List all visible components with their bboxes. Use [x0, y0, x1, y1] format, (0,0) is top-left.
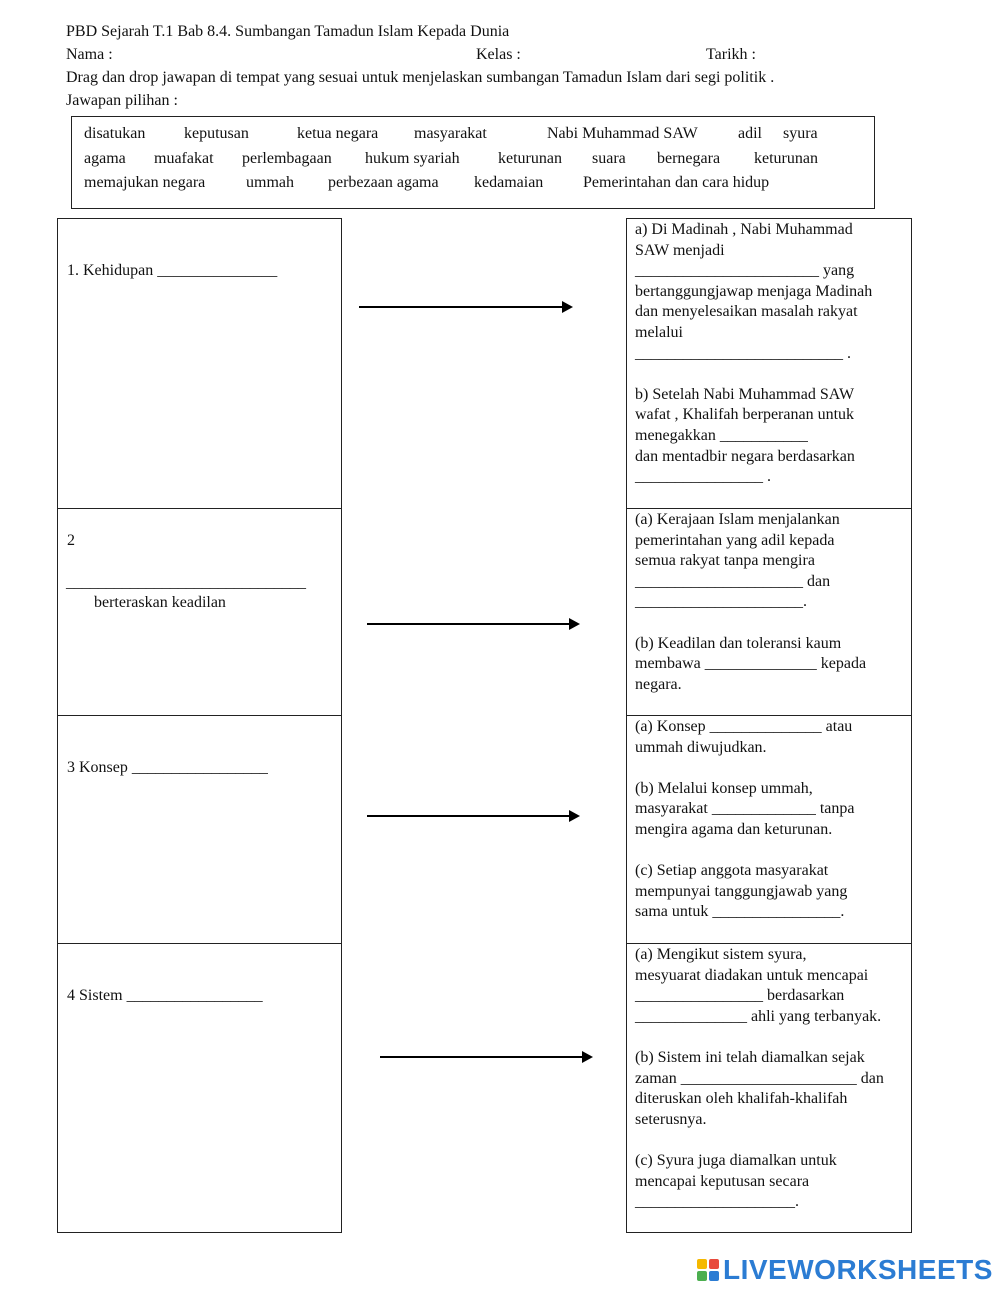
text-line: (b) Keadilan dan toleransi kaum: [635, 634, 842, 652]
text-line-blank[interactable]: (a) Konsep ______________ atau: [635, 718, 853, 735]
text-line-blank[interactable]: masyarakat _____________ tanpa: [635, 800, 855, 818]
text-line: (c) Syura juga diamalkan untuk: [635, 1151, 837, 1169]
item-3-konsep[interactable]: 3 Konsep _________________: [67, 759, 268, 776]
text-line: (c) Setiap anggota masyarakat: [635, 862, 829, 880]
arrow-right-icon: [367, 623, 578, 625]
text-line: (b) Sistem ini telah diamalkan sejak: [635, 1048, 865, 1066]
right-cell-4: [626, 943, 912, 1233]
left-cell-1: [57, 218, 342, 509]
item-2-blank[interactable]: ______________________________: [66, 574, 306, 591]
answer-choices-box: [71, 116, 875, 209]
text-line-blank[interactable]: sama untuk ________________.: [635, 903, 845, 921]
text-line: (a) Kerajaan Islam menjalankan: [635, 511, 840, 528]
choice-keputusan[interactable]: keputusan: [184, 125, 249, 142]
tarikh-label: Tarikh :: [706, 46, 756, 63]
logo-mark-icon: [697, 1259, 719, 1281]
text-line-blank[interactable]: ______________ ahli yang terbanyak.: [635, 1007, 882, 1025]
choice-memajukan-negara[interactable]: memajukan negara: [84, 174, 206, 191]
text-line-blank[interactable]: __________________________ .: [635, 344, 851, 362]
text-line-blank[interactable]: ________________ .: [635, 468, 771, 486]
text-line: melalui: [635, 323, 683, 341]
logo-square: [709, 1259, 719, 1269]
choice-agama[interactable]: agama: [84, 150, 126, 167]
choice-adil[interactable]: adil: [738, 125, 762, 142]
text-line-blank[interactable]: _______________________ yang: [635, 262, 855, 280]
worksheet-title: PBD Sejarah T.1 Bab 8.4. Sumbangan Tamadun Islam Kepada Dunia: [66, 23, 510, 40]
text-line: SAW menjadi: [635, 241, 725, 259]
arrow-right-icon: [380, 1056, 591, 1058]
nama-label: Nama :: [66, 46, 113, 63]
text-line-blank[interactable]: menegakkan ___________: [635, 426, 808, 444]
item-2-text: berteraskan keadilan: [94, 594, 226, 611]
arrow-right-icon: [359, 306, 571, 308]
item-4-sistem[interactable]: 4 Sistem _________________: [67, 987, 263, 1004]
choice-ummah[interactable]: ummah: [246, 174, 294, 191]
text-line: ummah diwujudkan.: [635, 738, 767, 756]
choice-keturunan[interactable]: keturunan: [498, 150, 562, 167]
text-line-blank[interactable]: _____________________ dan: [635, 572, 831, 590]
text-line: diteruskan oleh khalifah-khalifah: [635, 1090, 848, 1108]
kelas-label: Kelas :: [476, 46, 521, 63]
choice-pemerintahan-dan-cara-hidup[interactable]: Pemerintahan dan cara hidup: [583, 174, 770, 191]
text-line: (b) Melalui konsep ummah,: [635, 779, 813, 797]
choices-label: Jawapan pilihan :: [66, 92, 178, 109]
text-line: mesyuarat diadakan untuk mencapai: [635, 966, 869, 984]
text-line: semua rakyat tanpa mengira: [635, 552, 815, 570]
choice-syura[interactable]: syura: [783, 125, 818, 142]
right-cell-3: [626, 715, 912, 944]
text-line: bertanggungjawap menjaga Madinah: [635, 282, 873, 300]
text-line: b) Setelah Nabi Muhammad SAW: [635, 385, 855, 403]
text-line: wafat , Khalifah berperanan untuk: [635, 406, 855, 424]
text-line: mengira agama dan keturunan.: [635, 820, 833, 838]
liveworksheets-logo: [697, 1255, 993, 1285]
logo-square: [709, 1271, 719, 1281]
text-line: pemerintahan yang adil kepada: [635, 531, 835, 549]
item-1-kehidupan[interactable]: 1. Kehidupan _______________: [67, 262, 278, 279]
choice-muafakat[interactable]: muafakat: [154, 150, 214, 167]
text-line-blank[interactable]: ________________ berdasarkan: [635, 987, 845, 1005]
choice-suara[interactable]: suara: [592, 150, 626, 167]
choice-nabi-muhammad-saw[interactable]: Nabi Muhammad SAW: [547, 125, 698, 142]
instruction-text: Drag dan drop jawapan di tempat yang sesuai untuk menjelaskan sumbangan Tamadun Islam dari segi politik .: [66, 69, 775, 86]
text-line: seterusnya.: [635, 1110, 707, 1128]
choice-masyarakat[interactable]: masyarakat: [414, 125, 487, 142]
choice-bernegara[interactable]: bernegara: [657, 150, 721, 167]
text-line: a) Di Madinah , Nabi Muhammad: [635, 221, 853, 238]
logo-square: [697, 1271, 707, 1281]
logo-text: LIVEWORKSHEETS: [723, 1254, 993, 1285]
choice-perbezaan-agama[interactable]: perbezaan agama: [328, 174, 439, 191]
choice-perlembagaan[interactable]: perlembagaan: [242, 150, 332, 167]
logo-square: [697, 1259, 707, 1269]
left-cell-3: [57, 715, 342, 944]
choice-kedamaian[interactable]: kedamaian: [474, 174, 544, 191]
text-line: negara.: [635, 675, 682, 693]
text-line-blank[interactable]: zaman ______________________ dan: [635, 1069, 884, 1087]
text-line: dan mentadbir negara berdasarkan: [635, 447, 855, 465]
right-cell-1: [626, 218, 912, 509]
text-line-blank[interactable]: ____________________.: [635, 1193, 799, 1211]
text-line-blank[interactable]: _____________________.: [635, 593, 807, 611]
text-line-blank[interactable]: membawa ______________ kepada: [635, 655, 867, 673]
text-line: mencapai keputusan secara: [635, 1172, 810, 1190]
item-2-number: 2: [67, 532, 75, 549]
text-line: mempunyai tanggungjawab yang: [635, 882, 848, 900]
text-line: (a) Mengikut sistem syura,: [635, 946, 807, 963]
choice-hukum-syariah[interactable]: hukum syariah: [365, 150, 460, 167]
choice-keturunan-2[interactable]: keturunan: [754, 150, 818, 167]
left-cell-4: [57, 943, 342, 1233]
text-line: dan menyelesaikan masalah rakyat: [635, 303, 858, 321]
arrow-right-icon: [367, 815, 578, 817]
choice-ketua-negara[interactable]: ketua negara: [297, 125, 379, 142]
left-cell-2: [57, 508, 342, 716]
right-cell-2: [626, 508, 912, 716]
choice-disatukan[interactable]: disatukan: [84, 125, 146, 142]
